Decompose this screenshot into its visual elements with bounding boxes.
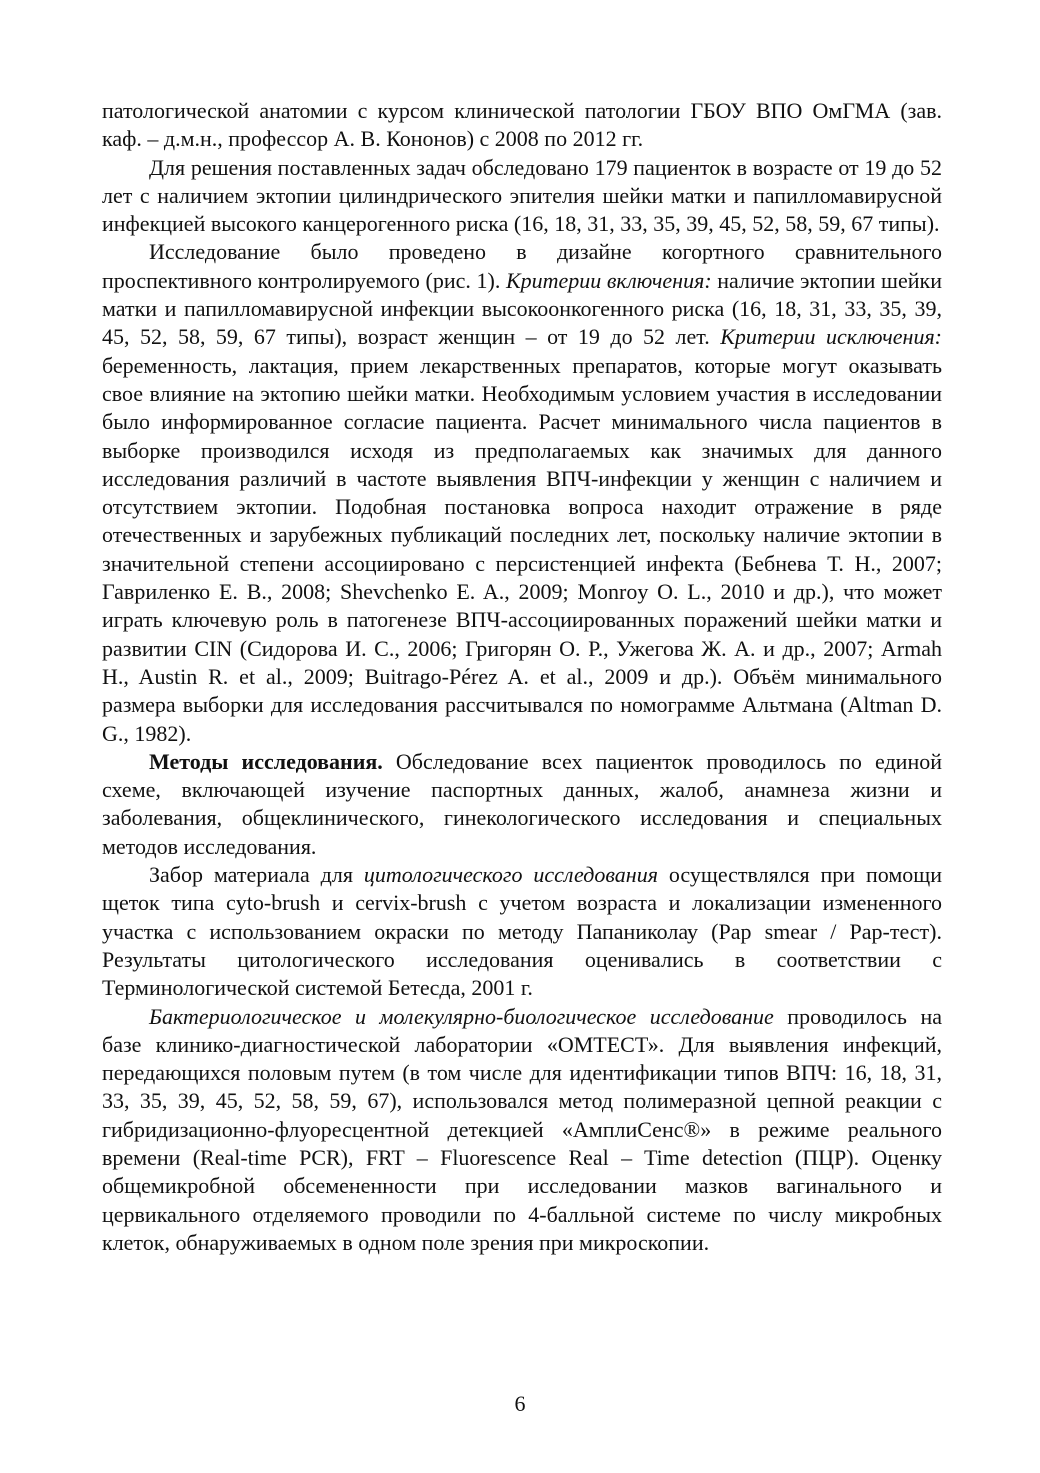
paragraph-patients: [102, 154, 942, 239]
italic-term-inclusion: Критерии включения:: [505, 267, 712, 293]
bold-heading-methods: Методы исследования.: [149, 748, 383, 774]
text-run: Забор материала для: [149, 862, 364, 888]
document-page: [102, 97, 942, 1257]
text-run: Для решения поставленных задач обследовано 179 пациенток в возрасте от 19 до 52 лет с наличием эктопии цилиндрического эпителия шейки матки и папилломавирусной инфекцией высокого канцерогенного риска (16, 18, 31, 33, 35, 39, 45, 52, 58, 59, 67 типы).: [102, 154, 942, 237]
paragraph-cytology: [102, 861, 942, 1002]
italic-term-exclusion: Критерии исключения:: [720, 324, 942, 350]
paragraph-study-design: [102, 238, 942, 747]
italic-term-cytology: цитологического исследования: [363, 862, 658, 888]
page-number: 6: [514, 1391, 526, 1416]
paragraph-department: [102, 97, 942, 154]
text-run: беременность, лактация, прием лекарственных препаратов, которые могут оказывать свое влияние на эктопию шейки матки. Необходимым условием участия в исследовании было информированное согласие пациента. Расчет минимального числа пациентов в выборке производился исходя из предполагаемых как значимых для данного исследования различий в частоте выявления ВПЧ-инфекции у женщин с наличием и отсутствием эктопии. Подобная постановка вопроса находит отражение в ряде отечественных и зарубежных публикаций последних лет, поскольку наличие эктопии в значительной степени ассоциировано с персистенцией инфекта (Бебнева Т. Н., 2007; Гавриленко Е. В., 2008; Shevchenko E. A., 2009; Monroy O. L., 2010 и др.), что может играть ключевую роль в патогенезе ВПЧ-ассоциированных поражений шейки матки и развитии CIN (Сидорова И. С., 2006; Григорян О. Р., Ужегова Ж. А. и др., 2007; Armah H., Austin R. et al., 2009; Buitrago-Pérez A. et al., 2009 и др.). Объём минимального размера выборки для исследования рассчитывался по номограмме Альтмана (Altman D. G., 1982).: [102, 352, 942, 746]
paragraph-bacteriology: [102, 1003, 942, 1258]
text-run: Обследование всех пациенток проводилось по единой схеме, включающей изучение паспортных данных, жалоб, анамнеза жизни и заболевания, общеклинического, гинекологического исследования и специальных методов исследования.: [102, 748, 943, 859]
text-run: наличие эктопии шейки матки и папилломавирусной инфекции высокоонкогенного риска (16, 18, 31, 33, 35, 39, 45, 52, 58, 59, 67 типы), возраст женщин – от 19 до 52 лет.: [102, 267, 942, 350]
italic-term-bacteriology: Бактериологическое и молекулярно-биологическое исследование: [149, 1003, 774, 1029]
text-run: патологической анатомии с курсом клинической патологии ГБОУ ВПО ОмГМА (зав. каф. – д.м.н., профессор А. В. Кононов) с 2008 по 2012 гг.: [102, 98, 942, 152]
text-run: Исследование было проведено в дизайне когортного сравнительного проспективного контролируемого (рис. 1).: [102, 239, 942, 293]
text-run: осуществлялся при помощи щеток типа cyto-brush и cervix-brush с учетом возраста и локализации измененного участка с использованием окраски по методу Папаниколау (Pap smear / Pap-тест). Результаты цитологического исследования оценивались в соответствии с Терминологической системой Бетеcда, 2001 г.: [102, 862, 942, 1001]
text-run: проводилось на базе клинико-диагностической лаборатории «ОМТЕСТ». Для выявления инфекций, передающихся половым путем (в том числе для идентификации типов ВПЧ: 16, 18, 31, 33, 35, 39, 45, 52, 58, 59, 67), использовался метод полимеразной цепной реакции с гибридизационно-флуоресцентной детекцией «АмплиСенс®» в режиме реального времени (Real-time PCR), FRT – Fluorescence Real – Time detection (ПЦР). Оценку общемикробной обсемененности при исследовании мазков вагинального и цервикального отделяемого проводили по 4-балльной системе по числу микробных клеток, обнаруживаемых в одном поле зрения при микроскопии.: [102, 1003, 942, 1255]
paragraph-methods: [102, 748, 942, 861]
